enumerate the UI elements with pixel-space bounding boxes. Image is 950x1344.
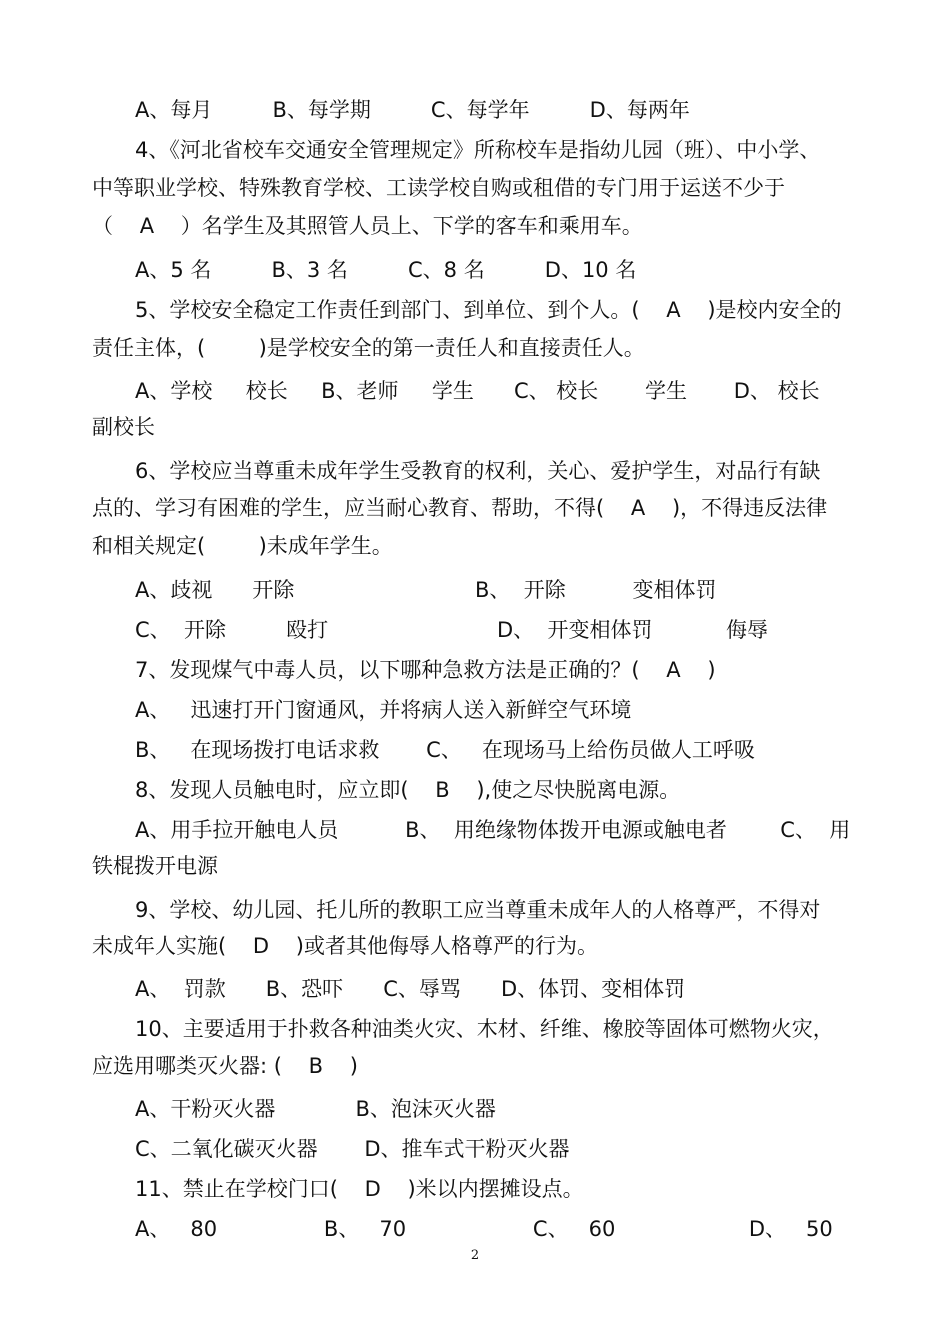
text-line: C、二氧化碳灭火器 D、推车式干粉灭火器 bbox=[135, 1137, 570, 1161]
text-line: 9、学校、幼儿园、托儿所的教职工应当尊重未成年人的人格尊严，不得对 bbox=[135, 898, 821, 922]
text-line: A、 80 B、 70 C、 60 D、 50 bbox=[135, 1217, 833, 1241]
text-line: A、干粉灭火器 B、泡沫灭火器 bbox=[135, 1097, 496, 1121]
text-line: A、 迅速打开门窗通风，并将病人送入新鲜空气环境 bbox=[135, 698, 632, 722]
text-line: A、 罚款 B、恐吓 C、辱骂 D、体罚、变相体罚 bbox=[135, 977, 686, 1001]
text-line: B、 开除 变相体罚 bbox=[475, 578, 717, 602]
text-line: 4、《河北省校车交通安全管理规定》所称校车是指幼儿园（班）、中小学、 bbox=[135, 138, 821, 162]
text-line: 铁棍拨开电源 bbox=[92, 854, 218, 878]
text-line: 中等职业学校、特殊教育学校、工读学校自购或租借的专门用于运送不少于 bbox=[92, 176, 785, 200]
text-line: A、歧视 开除 bbox=[135, 578, 295, 602]
text-line: 应选用哪类灭火器: ( B ) bbox=[92, 1054, 358, 1078]
text-line: A、5 名 B、3 名 C、8 名 D、10 名 bbox=[135, 258, 637, 282]
text-line: C、 开除 殴打 bbox=[135, 618, 329, 642]
text-line: A、用手拉开触电人员 B、 用绝缘物体拨开电源或触电者 C、 用 bbox=[135, 818, 851, 842]
text-line: 6、学校应当尊重未成年学生受教育的权利，关心、爱护学生，对品行有缺 bbox=[135, 459, 821, 483]
text-line: 5、学校安全稳定工作责任到部门、到单位、到个人。( A )是校内安全的 bbox=[135, 298, 842, 322]
page-number: 2 bbox=[470, 1248, 480, 1263]
text-line: 副校长 bbox=[92, 415, 155, 439]
text-line: 11、禁止在学校门口( D )米以内摆摊设点。 bbox=[135, 1177, 584, 1201]
text-line: （ A ）名学生及其照管人员上、下学的客车和乘用车。 bbox=[92, 214, 643, 238]
text-line: A、每月 B、每学期 C、每学年 D、每两年 bbox=[135, 98, 690, 122]
text-line: 责任主体，( )是学校安全的第一责任人和直接责任人。 bbox=[92, 336, 645, 360]
text-line: 和相关规定( )未成年学生。 bbox=[92, 534, 393, 558]
text-line: A、学校 校长 B、老师 学生 C、 校长 学生 D、 校长 bbox=[135, 379, 820, 403]
text-line: D、 开变相体罚 侮辱 bbox=[497, 618, 768, 642]
text-line: B、 在现场拨打电话求救 C、 在现场马上给伤员做人工呼吸 bbox=[135, 738, 755, 762]
text-line: 未成年人实施( D )或者其他侮辱人格尊严的行为。 bbox=[92, 934, 598, 958]
text-line: 7、发现煤气中毒人员，以下哪种急救方法是正确的？( A ) bbox=[135, 658, 716, 682]
text-line: 8、发现人员触电时，应立即( B ),使之尽快脱离电源。 bbox=[135, 778, 681, 802]
text-line: 点的、学习有困难的学生，应当耐心教育、帮助，不得( A )，不得违反法律 bbox=[92, 496, 828, 520]
text-line: 10、主要适用于扑救各种油类火灾、木材、纤维、橡胶等固体可燃物火灾， bbox=[135, 1017, 834, 1041]
